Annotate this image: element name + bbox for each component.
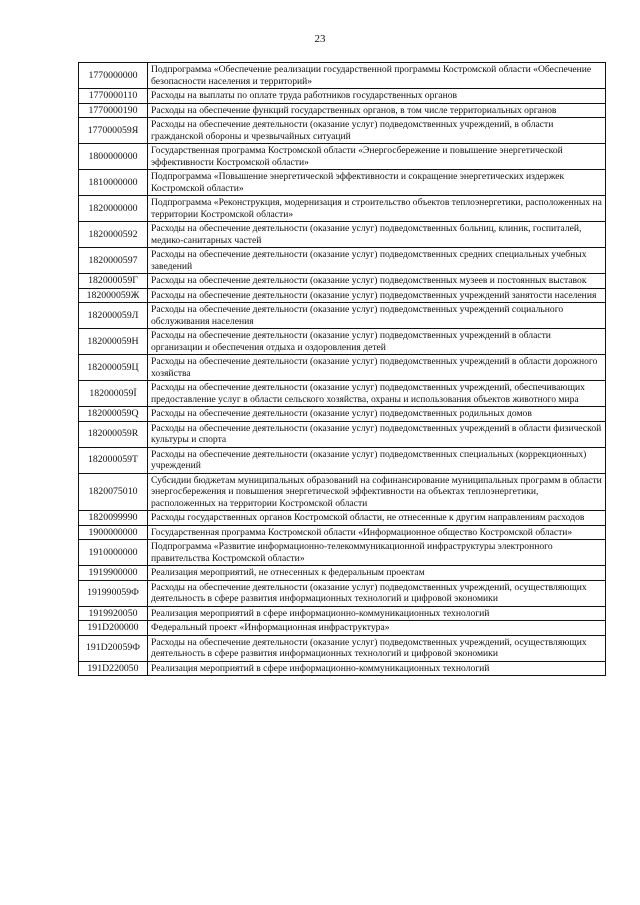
row-description: Расходы на обеспечение деятельности (оказание услуг) подведомственных учреждений, в области гражданской обороны и чрезвычайных ситуаций: [148, 118, 606, 144]
row-description: Подпрограмма «Развитие информационно-телекоммуникационной инфраструктуры электронного правительства Костромской области»: [148, 540, 606, 566]
row-description: Реализация мероприятий, не отнесенных к федеральным проектам: [148, 566, 606, 581]
row-description: Расходы на выплаты по оплате труда работников государственных органов: [148, 89, 606, 104]
row-code: 182000059Q: [79, 407, 148, 422]
row-code: 191D220050: [79, 661, 148, 676]
row-code: 191990059Ф: [79, 580, 148, 606]
table-row: [79, 447, 606, 473]
row-code: 182000059Ї: [79, 381, 148, 407]
row-code: 1900000000: [79, 525, 148, 540]
table-row: [79, 222, 606, 248]
row-code: 1770000110: [79, 89, 148, 104]
row-description: Подпрограмма «Реконструкция, модернизация и строительство объектов теплоэнергетики, расположенных на территории Костромской области»: [148, 196, 606, 222]
row-description: Субсидии бюджетам муниципальных образований на софинансирование муниципальных программ в области энергосбережения и повышения энергетической эффективности на объектах теплоэнергетики, расположенных на территории Костромской области: [148, 473, 606, 511]
row-code: 182000059R: [79, 421, 148, 447]
row-code: 182000059Н: [79, 329, 148, 355]
table-row: [79, 196, 606, 222]
row-description: Расходы на обеспечение деятельности (оказание услуг) подведомственных учреждений в области физической культуры и спорта: [148, 421, 606, 447]
row-description: Государственная программа Костромской области «Энергосбережение и повышение энергетической эффективности Костромской области»: [148, 144, 606, 170]
row-description: Подпрограмма «Повышение энергетической эффективности и сокращение энергетических издержек Костромской области»: [148, 170, 606, 196]
row-description: Реализация мероприятий в сфере информационно-коммуникационных технологий: [148, 661, 606, 676]
row-code: 191D20059Ф: [79, 635, 148, 661]
row-code: 1820000597: [79, 248, 148, 274]
row-description: Расходы на обеспечение деятельности (оказание услуг) подведомственных учреждений в области организации и обеспечения отдыха и оздоровления детей: [148, 329, 606, 355]
table-row: [79, 355, 606, 381]
table-row: [79, 329, 606, 355]
table-row: [79, 511, 606, 526]
row-description: Расходы на обеспечение деятельности (оказание услуг) подведомственных специальных (коррекционных) учреждений: [148, 447, 606, 473]
table-row: [79, 407, 606, 422]
row-description: Расходы на обеспечение функций государственных органов, в том числе территориальных органов: [148, 103, 606, 118]
table-row: [79, 525, 606, 540]
row-code: 1800000000: [79, 144, 148, 170]
row-description: Расходы на обеспечение деятельности (оказание услуг) подведомственных средних специальных учебных заведений: [148, 248, 606, 274]
table-row: [79, 288, 606, 303]
row-code: 1820099990: [79, 511, 148, 526]
table-row: [79, 606, 606, 621]
row-description: Расходы на обеспечение деятельности (оказание услуг) подведомственных учреждений, осуществляющих деятельность в сфере развития информационных технологий и цифровой экономики: [148, 580, 606, 606]
table-row: [79, 580, 606, 606]
row-description: Расходы на обеспечение деятельности (оказание услуг) подведомственных учреждений занятости населения: [148, 288, 606, 303]
row-code: 182000059Ц: [79, 355, 148, 381]
row-description: Расходы государственных органов Костромской области, не отнесенные к другим направлениям расходов: [148, 511, 606, 526]
row-description: Расходы на обеспечение деятельности (оказание услуг) подведомственных учреждений в области дорожного хозяйства: [148, 355, 606, 381]
table-row: [79, 566, 606, 581]
table-row: [79, 144, 606, 170]
row-description: Расходы на обеспечение деятельности (оказание услуг) подведомственных учреждений, обеспечивающих предоставление услуг в области сельского хозяйства, охраны и использования объектов животного мира: [148, 381, 606, 407]
row-code: 1770000000: [79, 63, 148, 89]
row-description: Расходы на обеспечение деятельности (оказание услуг) подведомственных учреждений социального обслуживания населения: [148, 303, 606, 329]
row-code: 1919900000: [79, 566, 148, 581]
row-code: 177000059Я: [79, 118, 148, 144]
table-row: [79, 103, 606, 118]
page-number: 23: [314, 33, 326, 45]
table-row: [79, 381, 606, 407]
row-code: 1820000592: [79, 222, 148, 248]
row-description: Государственная программа Костромской области «Информационное общество Костромской области»: [148, 525, 606, 540]
row-code: 1770000190: [79, 103, 148, 118]
row-description: Федеральный проект «Информационная инфраструктура»: [148, 621, 606, 636]
row-description: Расходы на обеспечение деятельности (оказание услуг) подведомственных музеев и постоянных выставок: [148, 274, 606, 289]
budget-code-table: [78, 62, 606, 676]
row-code: 182000059Л: [79, 303, 148, 329]
table-row: [79, 274, 606, 289]
row-code: 1919920050: [79, 606, 148, 621]
row-description: Расходы на обеспечение деятельности (оказание услуг) подведомственных больниц, клиник, госпиталей, медико-санитарных частей: [148, 222, 606, 248]
row-code: 1910000000: [79, 540, 148, 566]
row-code: 191D200000: [79, 621, 148, 636]
row-code: 182000059T: [79, 447, 148, 473]
row-code: 1820000000: [79, 196, 148, 222]
table-row: [79, 421, 606, 447]
table-row: [79, 540, 606, 566]
row-description: Расходы на обеспечение деятельности (оказание услуг) подведомственных учреждений, осуществляющих деятельность в сфере развития информационных технологий и цифровой экономики: [148, 635, 606, 661]
table-row: [79, 661, 606, 676]
table-row: [79, 303, 606, 329]
row-description: Реализация мероприятий в сфере информационно-коммуникационных технологий: [148, 606, 606, 621]
row-description: Подпрограмма «Обеспечение реализации государственной программы Костромской области «Обеспечение безопасности населения и территорий»: [148, 63, 606, 89]
table-row: [79, 635, 606, 661]
table-row: [79, 170, 606, 196]
row-code: 1820075010: [79, 473, 148, 511]
row-description: Расходы на обеспечение деятельности (оказание услуг) подведомственных родильных домов: [148, 407, 606, 422]
row-code: 182000059Ж: [79, 288, 148, 303]
table-row: [79, 621, 606, 636]
table-row: [79, 473, 606, 511]
table-row: [79, 118, 606, 144]
row-code: 1810000000: [79, 170, 148, 196]
table-row: [79, 63, 606, 89]
row-code: 182000059Г: [79, 274, 148, 289]
table-body: [79, 63, 606, 676]
table-row: [79, 248, 606, 274]
table-row: [79, 89, 606, 104]
